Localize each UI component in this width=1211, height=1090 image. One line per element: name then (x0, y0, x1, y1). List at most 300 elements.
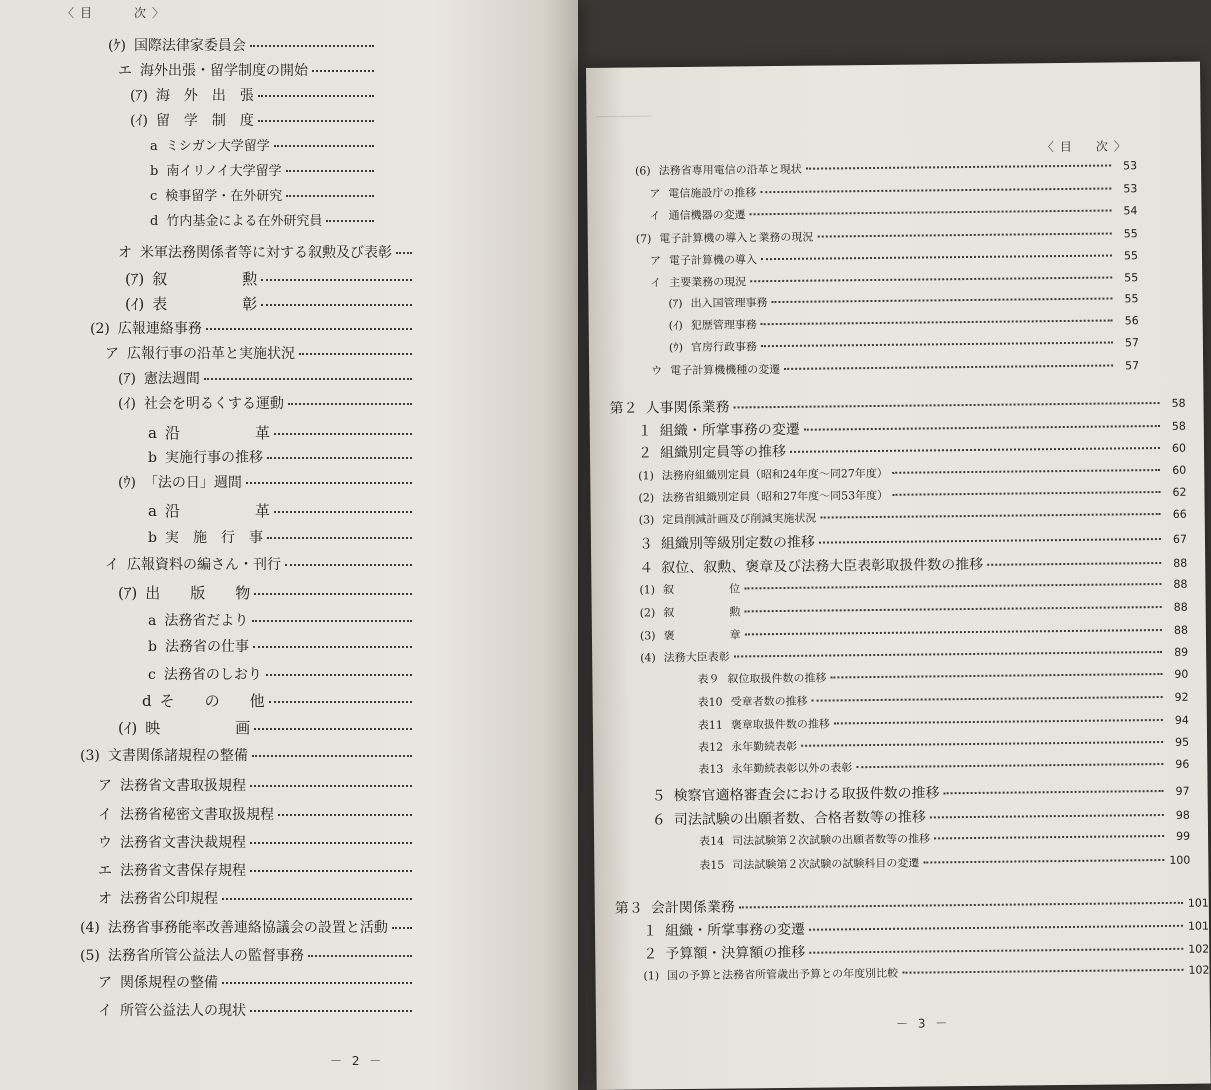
right-toc-entry (698, 712, 1189, 733)
toc-entry-marker: (ｲ) (130, 113, 148, 129)
right-toc-entry (640, 622, 1188, 644)
left-toc-entry (98, 972, 438, 992)
toc-entry-title: 叙位、叙勲、褒章及び法務大臣表彰取扱件数の推移 (661, 556, 984, 577)
right-toc-entry (650, 247, 1138, 268)
toc-entry-marker: b (148, 450, 157, 466)
toc-entry-label (90, 318, 202, 338)
toc-entry-title: 関係規程の整備 (120, 975, 218, 991)
toc-entry-title: 法務省事務能率改善連絡協議会の設置と活動 (107, 920, 388, 936)
left-toc-entry (130, 85, 400, 105)
left-toc-entry (118, 472, 438, 492)
toc-entry-marker: (2) (639, 606, 656, 620)
toc-entry-label (98, 804, 274, 824)
bleed-through-text: ────── (596, 107, 651, 126)
dot-leader (246, 482, 412, 484)
toc-entry-label (105, 343, 295, 363)
toc-entry-title: 検察官適格審査会における取扱件数の推移 (673, 785, 940, 805)
toc-entry-title: 法務省文書保存規程 (120, 863, 246, 879)
toc-entry-title: 海 外 出 張 (155, 88, 254, 104)
toc-entry-label (650, 251, 757, 268)
toc-entry-label (125, 293, 257, 314)
toc-entry-label (130, 85, 254, 105)
right-toc-entry (635, 157, 1137, 178)
toc-entry-label (698, 759, 852, 777)
left-toc-entry (105, 554, 438, 574)
toc-entry-label (105, 554, 281, 574)
dot-leader (278, 814, 412, 816)
dot-leader (250, 1010, 412, 1012)
dot-leader (254, 728, 412, 730)
right-toc-entry (698, 734, 1189, 755)
toc-entry-marker: ５ (651, 788, 666, 805)
toc-entry-title: 法務省所管公益法人の監督事務 (107, 948, 304, 964)
toc-entry-label (652, 782, 940, 805)
left-toc-entry (125, 268, 438, 289)
dot-leader (812, 696, 1163, 702)
dot-leader (734, 651, 1162, 657)
toc-entry-page-number: 53 (1123, 182, 1138, 196)
toc-entry-page-number: 54 (1123, 204, 1138, 218)
toc-entry-marker: b (150, 164, 159, 179)
toc-entry-marker: ２ (637, 445, 653, 462)
toc-entry-marker: イ (650, 276, 662, 290)
right-toc-entry (638, 484, 1186, 506)
left-toc-entry (108, 35, 400, 55)
left-toc-entry (80, 917, 438, 937)
toc-entry-page-number: 55 (1123, 249, 1139, 263)
toc-entry-page-number: 98 (1175, 808, 1190, 822)
toc-entry-label (649, 206, 745, 223)
toc-entry-page-number: 60 (1171, 441, 1187, 455)
toc-entry-marker: (1) (639, 583, 656, 597)
toc-entry-title: 法務省文書決裁規程 (120, 835, 246, 851)
toc-entry-label (698, 715, 830, 732)
dot-leader (761, 255, 1112, 261)
toc-entry-label (148, 664, 262, 684)
toc-entry-label (118, 472, 242, 492)
right-toc-entry (698, 756, 1189, 777)
toc-entry-marker: d (142, 692, 152, 710)
toc-entry-title: 沿 革 (164, 502, 270, 520)
toc-entry-marker: ア (649, 187, 661, 201)
toc-entry-marker: (3) (80, 748, 100, 764)
toc-entry-page-number: 94 (1174, 713, 1189, 727)
right-running-head: 〈目 次〉 (1041, 139, 1132, 155)
left-toc-entry (148, 422, 438, 443)
toc-entry-marker: ６ (651, 812, 666, 829)
toc-entry-marker: (ｱ) (125, 270, 145, 288)
left-toc-entry (105, 343, 438, 363)
dot-leader (806, 165, 1111, 170)
toc-entry-title: 褒 章 (663, 628, 741, 643)
toc-entry-marker: 表13 (698, 762, 724, 776)
toc-entry-label (639, 510, 817, 528)
toc-entry-marker: b (148, 639, 157, 655)
toc-entry-label (80, 745, 248, 765)
left-toc-entry (98, 888, 438, 908)
toc-entry-label (148, 610, 248, 630)
toc-entry-label (98, 888, 218, 908)
toc-entry-title: 司法試験の出願者数、合格者数等の推移 (673, 809, 926, 829)
toc-entry-title: 電子計算機機種の変遷 (670, 362, 781, 378)
toc-entry-page-number: 62 (1172, 485, 1187, 499)
toc-entry-title: 広報連絡事務 (117, 321, 202, 337)
toc-entry-page-number: 88 (1173, 623, 1188, 637)
toc-entry-title: 叙 位 (662, 582, 741, 597)
right-toc-entry (615, 892, 1209, 918)
dot-leader (206, 328, 412, 330)
toc-entry-label (150, 210, 322, 229)
toc-entry-title: 法務省公印規程 (120, 891, 218, 907)
dot-leader (809, 925, 1183, 931)
toc-entry-page-number: 53 (1122, 159, 1138, 173)
dot-leader (267, 457, 412, 459)
toc-entry-marker: 表14 (699, 834, 725, 848)
toc-entry-title: 留 学 制 度 (155, 113, 254, 129)
right-toc-entry (649, 180, 1137, 201)
toc-entry-marker: (1) (638, 469, 654, 483)
toc-entry-title: 通信機器の変遷 (668, 208, 746, 223)
toc-entry-title: 官房行政事務 (690, 340, 758, 354)
right-toc-entry (697, 666, 1188, 687)
right-toc-entry (640, 599, 1188, 621)
toc-entry-title: 電子計算機の導入 (668, 253, 758, 268)
toc-entry-marker: ３ (638, 536, 654, 553)
toc-entry-title: 法務省組織別定員（昭和27年度～同53年度） (662, 488, 889, 505)
left-running-head: 〈目 次〉 (62, 6, 171, 20)
toc-entry-label (698, 693, 808, 710)
toc-entry-label (698, 738, 797, 755)
toc-entry-label (669, 316, 757, 333)
toc-entry-marker: ア (105, 346, 119, 362)
toc-entry-label (118, 368, 200, 388)
left-toc-entry (148, 610, 438, 630)
toc-entry-marker: エ (98, 863, 112, 879)
dot-leader (222, 982, 412, 984)
toc-entry-title: 憲法週間 (143, 371, 200, 387)
toc-entry-marker: (ｲ) (668, 319, 683, 333)
right-toc-entry (652, 804, 1190, 830)
dot-leader (902, 969, 1183, 974)
left-toc-entry (118, 717, 438, 738)
dot-leader (252, 620, 412, 622)
toc-entry-marker: ア (649, 254, 662, 268)
toc-entry-page-number: 97 (1175, 784, 1190, 798)
dot-leader (923, 859, 1164, 864)
toc-entry-marker: ウ (98, 835, 112, 851)
toc-entry-marker: １ (637, 423, 652, 440)
toc-entry-label (108, 35, 246, 55)
toc-entry-title: 永年勤続表彰 (731, 739, 798, 754)
left-toc-entry (130, 110, 400, 130)
left-toc-entry (150, 210, 400, 229)
toc-entry-title: 受章者数の推移 (730, 694, 808, 709)
toc-entry-title: 南イリノイ大学留学 (166, 164, 282, 179)
toc-entry-marker: ウ (651, 364, 663, 378)
toc-entry-title: 海外出張・留学制度の開始 (140, 63, 308, 79)
right-toc-entry (638, 462, 1186, 484)
toc-entry-title: 法務府組織別定員（昭和24年度～同27年度） (661, 466, 888, 483)
dot-leader (286, 170, 374, 172)
toc-entry-label (650, 273, 746, 290)
dot-leader (250, 785, 412, 787)
left-toc-entry (118, 582, 438, 603)
toc-entry-label (649, 184, 756, 201)
left-toc-entry (98, 804, 438, 824)
dot-leader (745, 629, 1162, 635)
toc-entry-marker: (ｱ) (130, 88, 148, 104)
toc-entry-title: 法務省文書取扱規程 (120, 778, 246, 794)
toc-entry-label (638, 441, 786, 463)
toc-entry-page-number: 90 (1174, 667, 1189, 681)
toc-entry-marker: a (148, 613, 157, 629)
toc-entry-marker: (ｳ) (668, 340, 684, 355)
toc-entry-label (148, 447, 263, 467)
dot-leader (286, 195, 374, 197)
right-toc-entry (669, 334, 1139, 355)
dot-leader (784, 364, 1113, 369)
toc-entry-title: 定員削減計画及び削減実施状況 (662, 511, 817, 527)
dot-leader (750, 210, 1112, 216)
toc-entry-title: 叙位取扱件数の推移 (727, 671, 827, 686)
toc-entry-label (643, 919, 805, 941)
right-toc-entry (643, 915, 1209, 941)
toc-entry-title: 法務省専用電信の沿革と現状 (658, 162, 802, 178)
toc-entry-page-number: 101 (1187, 919, 1210, 933)
toc-entry-page-number: 58 (1171, 419, 1186, 433)
toc-entry-marker: ア (98, 778, 112, 794)
dot-leader (834, 719, 1163, 724)
toc-entry-title: 法務省だより (164, 613, 249, 629)
toc-entry-marker: a (148, 424, 157, 442)
toc-entry-label (118, 242, 392, 262)
left-toc-entry (148, 527, 438, 547)
toc-entry-title: 出入国管理事務 (690, 296, 768, 310)
toc-entry-marker: ２ (643, 946, 658, 963)
right-toc-entry (638, 437, 1186, 463)
toc-entry-page-number: 102 (1188, 963, 1210, 977)
left-page-number: － 2 － (330, 1054, 385, 1068)
toc-entry-marker: オ (118, 245, 132, 261)
left-toc-entry (150, 160, 400, 179)
toc-entry-marker: c (148, 667, 156, 683)
dot-leader (274, 433, 412, 435)
toc-entry-page-number: 88 (1173, 577, 1188, 591)
dot-leader (274, 511, 412, 513)
toc-entry-label (98, 972, 218, 992)
left-toc-entry (142, 690, 438, 711)
right-toc-entry (643, 962, 1209, 984)
toc-entry-label (98, 1000, 246, 1020)
toc-entry-title: 社会を明るくする運動 (143, 396, 284, 412)
toc-entry-label (638, 419, 800, 441)
toc-entry-page-number: 100 (1169, 853, 1191, 867)
dot-leader (750, 277, 1112, 283)
toc-entry-label (638, 465, 888, 484)
dot-leader (734, 402, 1160, 408)
toc-entry-page-number: 55 (1124, 271, 1139, 285)
toc-entry-label (609, 397, 729, 418)
toc-entry-title: 組織別等級別定数の推移 (660, 534, 816, 553)
toc-entry-page-number: 99 (1176, 829, 1191, 843)
toc-entry-label (80, 945, 304, 965)
toc-entry-page-number: 92 (1174, 690, 1189, 704)
dot-leader (819, 538, 1161, 544)
toc-entry-page-number: 55 (1123, 227, 1138, 241)
toc-entry-label (638, 487, 888, 506)
toc-entry-label (669, 338, 757, 355)
toc-entry-label (697, 670, 826, 687)
toc-entry-marker: (2) (638, 491, 655, 505)
dot-leader (801, 741, 1163, 747)
right-toc-entry (639, 552, 1187, 578)
dot-leader (892, 491, 1160, 496)
toc-entry-marker: エ (118, 63, 132, 79)
left-toc-entry (98, 860, 438, 880)
toc-entry-title: 電信施設庁の推移 (668, 186, 757, 201)
toc-entry-label (142, 690, 265, 711)
dot-leader (817, 233, 1111, 238)
toc-entry-marker: (ｱ) (668, 297, 683, 311)
toc-entry-marker: 表９ (697, 672, 720, 686)
dot-leader (760, 188, 1111, 194)
toc-entry-label (639, 554, 983, 578)
toc-entry-marker: a (148, 502, 157, 520)
toc-entry-label (668, 294, 767, 311)
toc-entry-marker: １ (642, 923, 658, 940)
toc-entry-page-number: 56 (1124, 314, 1139, 328)
dot-leader (987, 562, 1161, 566)
toc-entry-title: そ の 他 (159, 692, 265, 710)
dot-leader (269, 701, 412, 703)
toc-entry-title: 映 画 (145, 719, 251, 737)
toc-entry-page-number: 101 (1187, 896, 1209, 910)
toc-entry-title: 国の予算と法務省所管歳出予算との年度別比較 (667, 966, 899, 983)
dot-leader (250, 870, 412, 872)
toc-entry-title: 叙 勲 (663, 605, 741, 620)
toc-entry-marker: ４ (639, 560, 654, 577)
right-toc-entry (609, 392, 1185, 418)
dot-leader (804, 425, 1160, 431)
dot-leader (253, 646, 412, 648)
right-toc-entry (668, 290, 1138, 311)
right-toc-entry (649, 202, 1137, 223)
toc-entry-label (651, 361, 780, 378)
left-toc-entry (98, 832, 438, 852)
toc-entry-page-number: 55 (1124, 292, 1139, 306)
toc-entry-label (118, 717, 250, 738)
dot-leader (944, 790, 1164, 794)
dot-leader (809, 948, 1183, 954)
toc-entry-title: 実 施 行 事 (164, 530, 263, 546)
toc-entry-label (80, 917, 388, 937)
toc-entry-label (639, 532, 815, 554)
dot-leader (254, 593, 412, 595)
left-toc-entry (148, 447, 438, 467)
toc-entry-title: 組織別定員等の推移 (659, 443, 787, 462)
right-toc-entry (699, 828, 1190, 849)
toc-entry-label (643, 942, 805, 964)
toc-entry-marker: (ｹ) (108, 38, 126, 54)
left-toc-entry (98, 775, 438, 795)
right-toc-entry (699, 852, 1190, 873)
left-toc-entry (118, 242, 438, 262)
toc-entry-title: 組織・所掌事務の変遷 (659, 421, 800, 440)
dot-leader (252, 755, 412, 757)
toc-entry-marker: (ｲ) (118, 396, 136, 412)
toc-entry-title: 永年勤続表彰以外の表彰 (731, 761, 853, 776)
toc-entry-marker: (3) (638, 513, 655, 527)
dot-leader (856, 763, 1163, 768)
toc-entry-title: 人事関係業務 (645, 399, 730, 417)
toc-entry-label (639, 580, 740, 597)
dot-leader (744, 606, 1161, 612)
toc-entry-marker: イ (649, 209, 661, 223)
toc-entry-marker: (ｱ) (118, 584, 138, 602)
toc-entry-title: 実施行事の推移 (164, 450, 263, 466)
toc-entry-label (640, 626, 741, 643)
toc-entry-title: ミシガン大学留学 (165, 139, 270, 154)
toc-entry-title: 司法試験第２次試験の出願者数等の推移 (732, 832, 931, 848)
right-toc-entry (639, 576, 1187, 598)
toc-entry-label (118, 60, 308, 80)
dot-leader (288, 403, 412, 405)
toc-entry-title: 法務省の仕事 (164, 639, 249, 655)
dot-leader (326, 220, 374, 222)
toc-entry-label (636, 229, 814, 247)
toc-entry-marker: (ｲ) (125, 295, 145, 313)
toc-entry-title: 法務省秘密文書取扱規程 (120, 807, 274, 823)
toc-entry-label (643, 965, 898, 984)
dot-leader (261, 279, 412, 281)
toc-entry-title: 出 版 物 (145, 584, 251, 602)
left-toc-entry (98, 1000, 438, 1020)
toc-entry-title: 所管公益法人の現状 (120, 1003, 246, 1019)
toc-entry-label (150, 185, 282, 204)
toc-entry-marker: (ｱ) (118, 371, 136, 387)
dot-leader (790, 447, 1160, 453)
toc-entry-marker: b (148, 530, 157, 546)
toc-entry-marker: イ (98, 1003, 112, 1019)
dot-leader (266, 674, 412, 676)
toc-entry-label (148, 500, 270, 521)
toc-entry-title: 米軍法務関係者等に対する叙勲及び表彰 (140, 245, 392, 261)
toc-entry-label (635, 161, 802, 179)
left-page (0, 0, 578, 1090)
dot-leader (308, 955, 412, 957)
dot-leader (222, 898, 412, 900)
toc-entry-label (652, 806, 926, 829)
left-toc-entry (148, 664, 438, 684)
dot-leader (830, 673, 1162, 678)
toc-entry-label (150, 135, 270, 154)
dot-leader (204, 378, 412, 380)
toc-entry-title: 「法の日」週間 (143, 475, 242, 491)
toc-entry-title: 竹内基金による在外研究員 (166, 214, 323, 229)
toc-entry-page-number: 66 (1172, 507, 1187, 521)
right-toc-entry (650, 269, 1138, 290)
left-toc-entry (118, 368, 438, 388)
dot-leader (267, 537, 412, 539)
toc-entry-label (118, 393, 284, 413)
right-toc-entry (652, 780, 1190, 806)
toc-entry-page-number: 88 (1173, 600, 1188, 614)
toc-entry-page-number: 102 (1188, 942, 1210, 956)
toc-entry-label (699, 855, 919, 873)
toc-entry-marker: 第２ (609, 400, 638, 417)
toc-entry-marker: (4) (80, 920, 100, 936)
dot-leader (761, 341, 1113, 347)
